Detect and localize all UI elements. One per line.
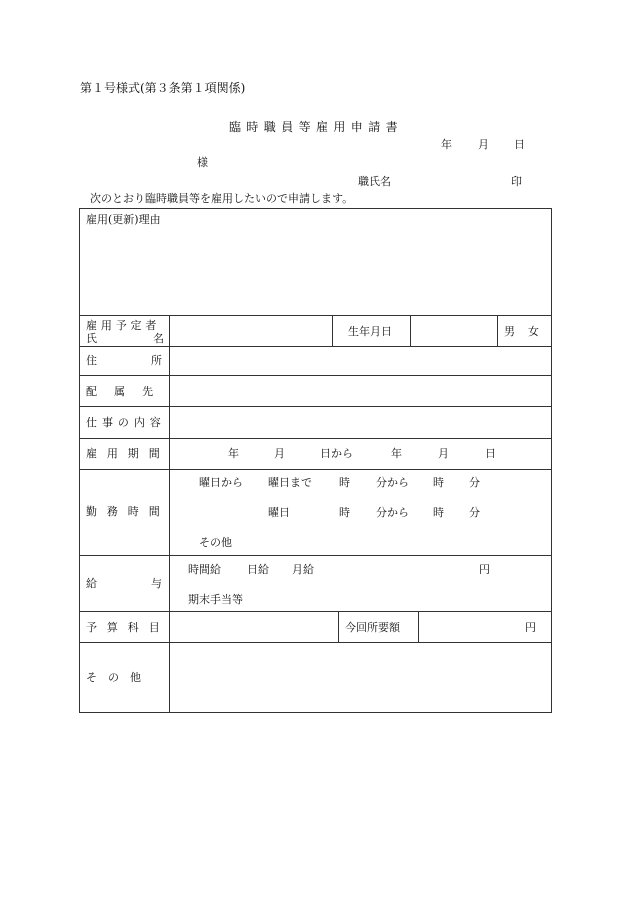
other-label: そ の 他: [86, 671, 141, 684]
name-field[interactable]: [170, 316, 331, 345]
hours-hour-from-alt: 時: [339, 506, 350, 519]
reason-field[interactable]: [80, 229, 551, 314]
hours-label: 勤務時間: [86, 505, 170, 518]
hours-minute-from-alt: 分から: [376, 506, 409, 519]
period-year-from: 年: [228, 447, 239, 460]
duties-label: 仕事の内容: [86, 416, 166, 429]
date-year-label: 年: [441, 138, 452, 151]
gender-female-option[interactable]: 女: [528, 325, 539, 338]
row-divider: [80, 469, 551, 470]
date-month-label: 月: [478, 138, 489, 151]
application-form-table: [79, 208, 552, 713]
column-divider: [332, 315, 333, 346]
row-divider: [80, 438, 551, 439]
hours-minute-to-alt: 分: [469, 506, 480, 519]
form-number: 第１号様式(第３条第１項関係): [80, 81, 246, 95]
row-divider: [80, 555, 551, 556]
pay-hourly: 時間給: [188, 563, 221, 576]
applicant-label: 職氏名: [358, 175, 391, 188]
hours-hour-to: 時: [433, 476, 444, 489]
period-day-to: 日: [485, 447, 496, 460]
assignment-label: 配属先: [86, 385, 171, 398]
name-label-line2-a: 氏: [86, 332, 97, 345]
gender-male-option[interactable]: 男: [504, 325, 515, 338]
pay-label-a: 給: [86, 577, 97, 590]
birthdate-label: 生年月日: [348, 325, 392, 338]
period-label: 雇用期間: [86, 447, 170, 460]
hours-other: その他: [199, 536, 232, 549]
date-day-label: 日: [514, 138, 525, 151]
pay-bonus: 期末手当等: [188, 593, 243, 606]
address-label-a: 住: [86, 354, 97, 367]
period-month-from: 月: [274, 447, 285, 460]
other-field[interactable]: [170, 643, 551, 712]
intro-text: 次のとおり臨時職員等を雇用したいので申請します。: [90, 192, 354, 205]
addressee-suffix: 様: [197, 156, 208, 169]
period-year-to: 年: [391, 447, 402, 460]
hours-minute-to: 分: [469, 476, 480, 489]
period-month-to: 月: [438, 447, 449, 460]
hours-dow-to: 曜日まで: [268, 476, 312, 489]
hours-hour-to-alt: 時: [433, 506, 444, 519]
hours-dow-alt: 曜日: [268, 506, 290, 519]
name-label-line1: 雇用予定者: [86, 319, 161, 332]
address-field[interactable]: [170, 347, 551, 374]
hours-dow-from: 曜日から: [199, 476, 243, 489]
hours-minute-from: 分から: [376, 476, 409, 489]
address-label-b: 所: [151, 354, 162, 367]
column-divider: [338, 611, 339, 642]
seal-mark: 印: [511, 175, 522, 188]
period-day-from: 日から: [320, 447, 353, 460]
pay-daily: 日給: [247, 563, 269, 576]
budget-label: 予算科目: [86, 621, 170, 634]
assignment-field[interactable]: [170, 376, 551, 405]
budget-field[interactable]: [170, 612, 337, 641]
pay-monthly: 月給: [292, 563, 314, 576]
amount-yen: 円: [525, 621, 536, 634]
pay-label-b: 与: [151, 577, 162, 590]
hours-hour-from: 時: [339, 476, 350, 489]
name-label-line2-b: 名: [153, 332, 164, 345]
amount-label: 今回所要額: [345, 621, 400, 634]
pay-yen: 円: [479, 563, 490, 576]
birthdate-field[interactable]: [411, 316, 496, 345]
page-title: 臨時職員等雇用申請書: [229, 120, 404, 134]
reason-label: 雇用(更新)理由: [86, 213, 161, 226]
duties-field[interactable]: [170, 407, 551, 437]
column-divider: [497, 315, 498, 346]
